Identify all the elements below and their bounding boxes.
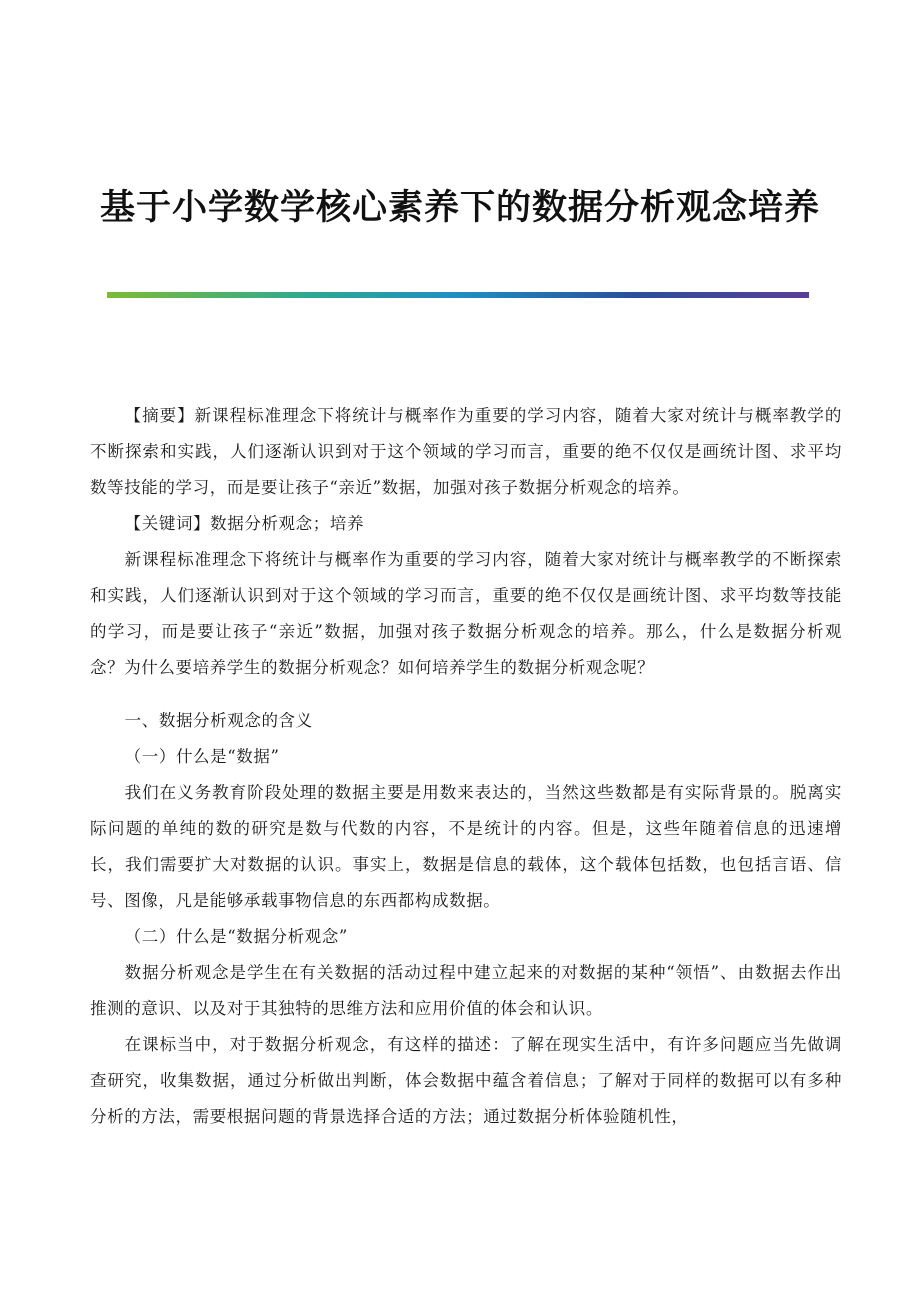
subsection-heading-2: （二）什么是“数据分析观念”: [124, 927, 348, 946]
document-title: 基于小学数学核心素养下的数据分析观念培养: [99, 188, 820, 228]
paragraph-gap: [90, 686, 842, 703]
abstract-paragraph: 【摘要】新课程标准理念下将统计与概率作为重要的学习内容，随着大家对统计与概率教学的不断探索和实践，人们逐渐认识到对于这个领域的学习而言，重要的绝不仅仅是画统计图、求平均数等技能的学习，而是要让孩子“亲近”数据，加强对孩子数据分析观念的培养。: [90, 406, 842, 497]
subsection-heading-1: （一）什么是“数据”: [124, 747, 280, 766]
keywords-paragraph: 【关键词】数据分析观念；培养: [124, 514, 365, 533]
title-gradient-rule: [107, 292, 809, 298]
subsection-2-paragraph-1: 数据分析观念是学生在有关数据的活动过程中建立起来的对数据的某种“领悟”、由数据去作出推测的意识、以及对于其独特的思维方法和应用价值的体会和认识。: [90, 963, 842, 1018]
subsection-2-paragraph-2: 在课标当中，对于数据分析观念，有这样的描述：了解在现实生活中，有许多问题应当先做调查研究，收集数据，通过分析做出判断，体会数据中蕴含着信息；了解对于同样的数据可以有多种分析的方法，需要根据问题的背景选择合适的方法；通过数据分析体验随机性，: [90, 1035, 842, 1126]
section-heading-1: 一、数据分析观念的含义: [124, 711, 313, 730]
subsection-1-paragraph: 我们在义务教育阶段处理的数据主要是用数来表达的，当然这些数都是有实际背景的。脱离实际问题的单纯的数的研究是数与代数的内容，不是统计的内容。但是，这些年随着信息的迅速增长，我们需要扩大对数据的认识。事实上，数据是信息的载体，这个载体包括数，也包括言语、信号、图像，凡是能够承载事物信息的东西都构成数据。: [90, 783, 842, 910]
document-body: [90, 398, 842, 1135]
intro-paragraph: 新课程标准理念下将统计与概率作为重要的学习内容，随着大家对统计与概率教学的不断探索和实践，人们逐渐认识到对于这个领域的学习而言，重要的绝不仅仅是画统计图、求平均数等技能的学习，而是要让孩子“亲近”数据，加强对孩子数据分析观念的培养。那么，什么是数据分析观念？为什么要培养学生的数据分析观念？如何培养学生的数据分析观念呢？: [90, 550, 842, 677]
